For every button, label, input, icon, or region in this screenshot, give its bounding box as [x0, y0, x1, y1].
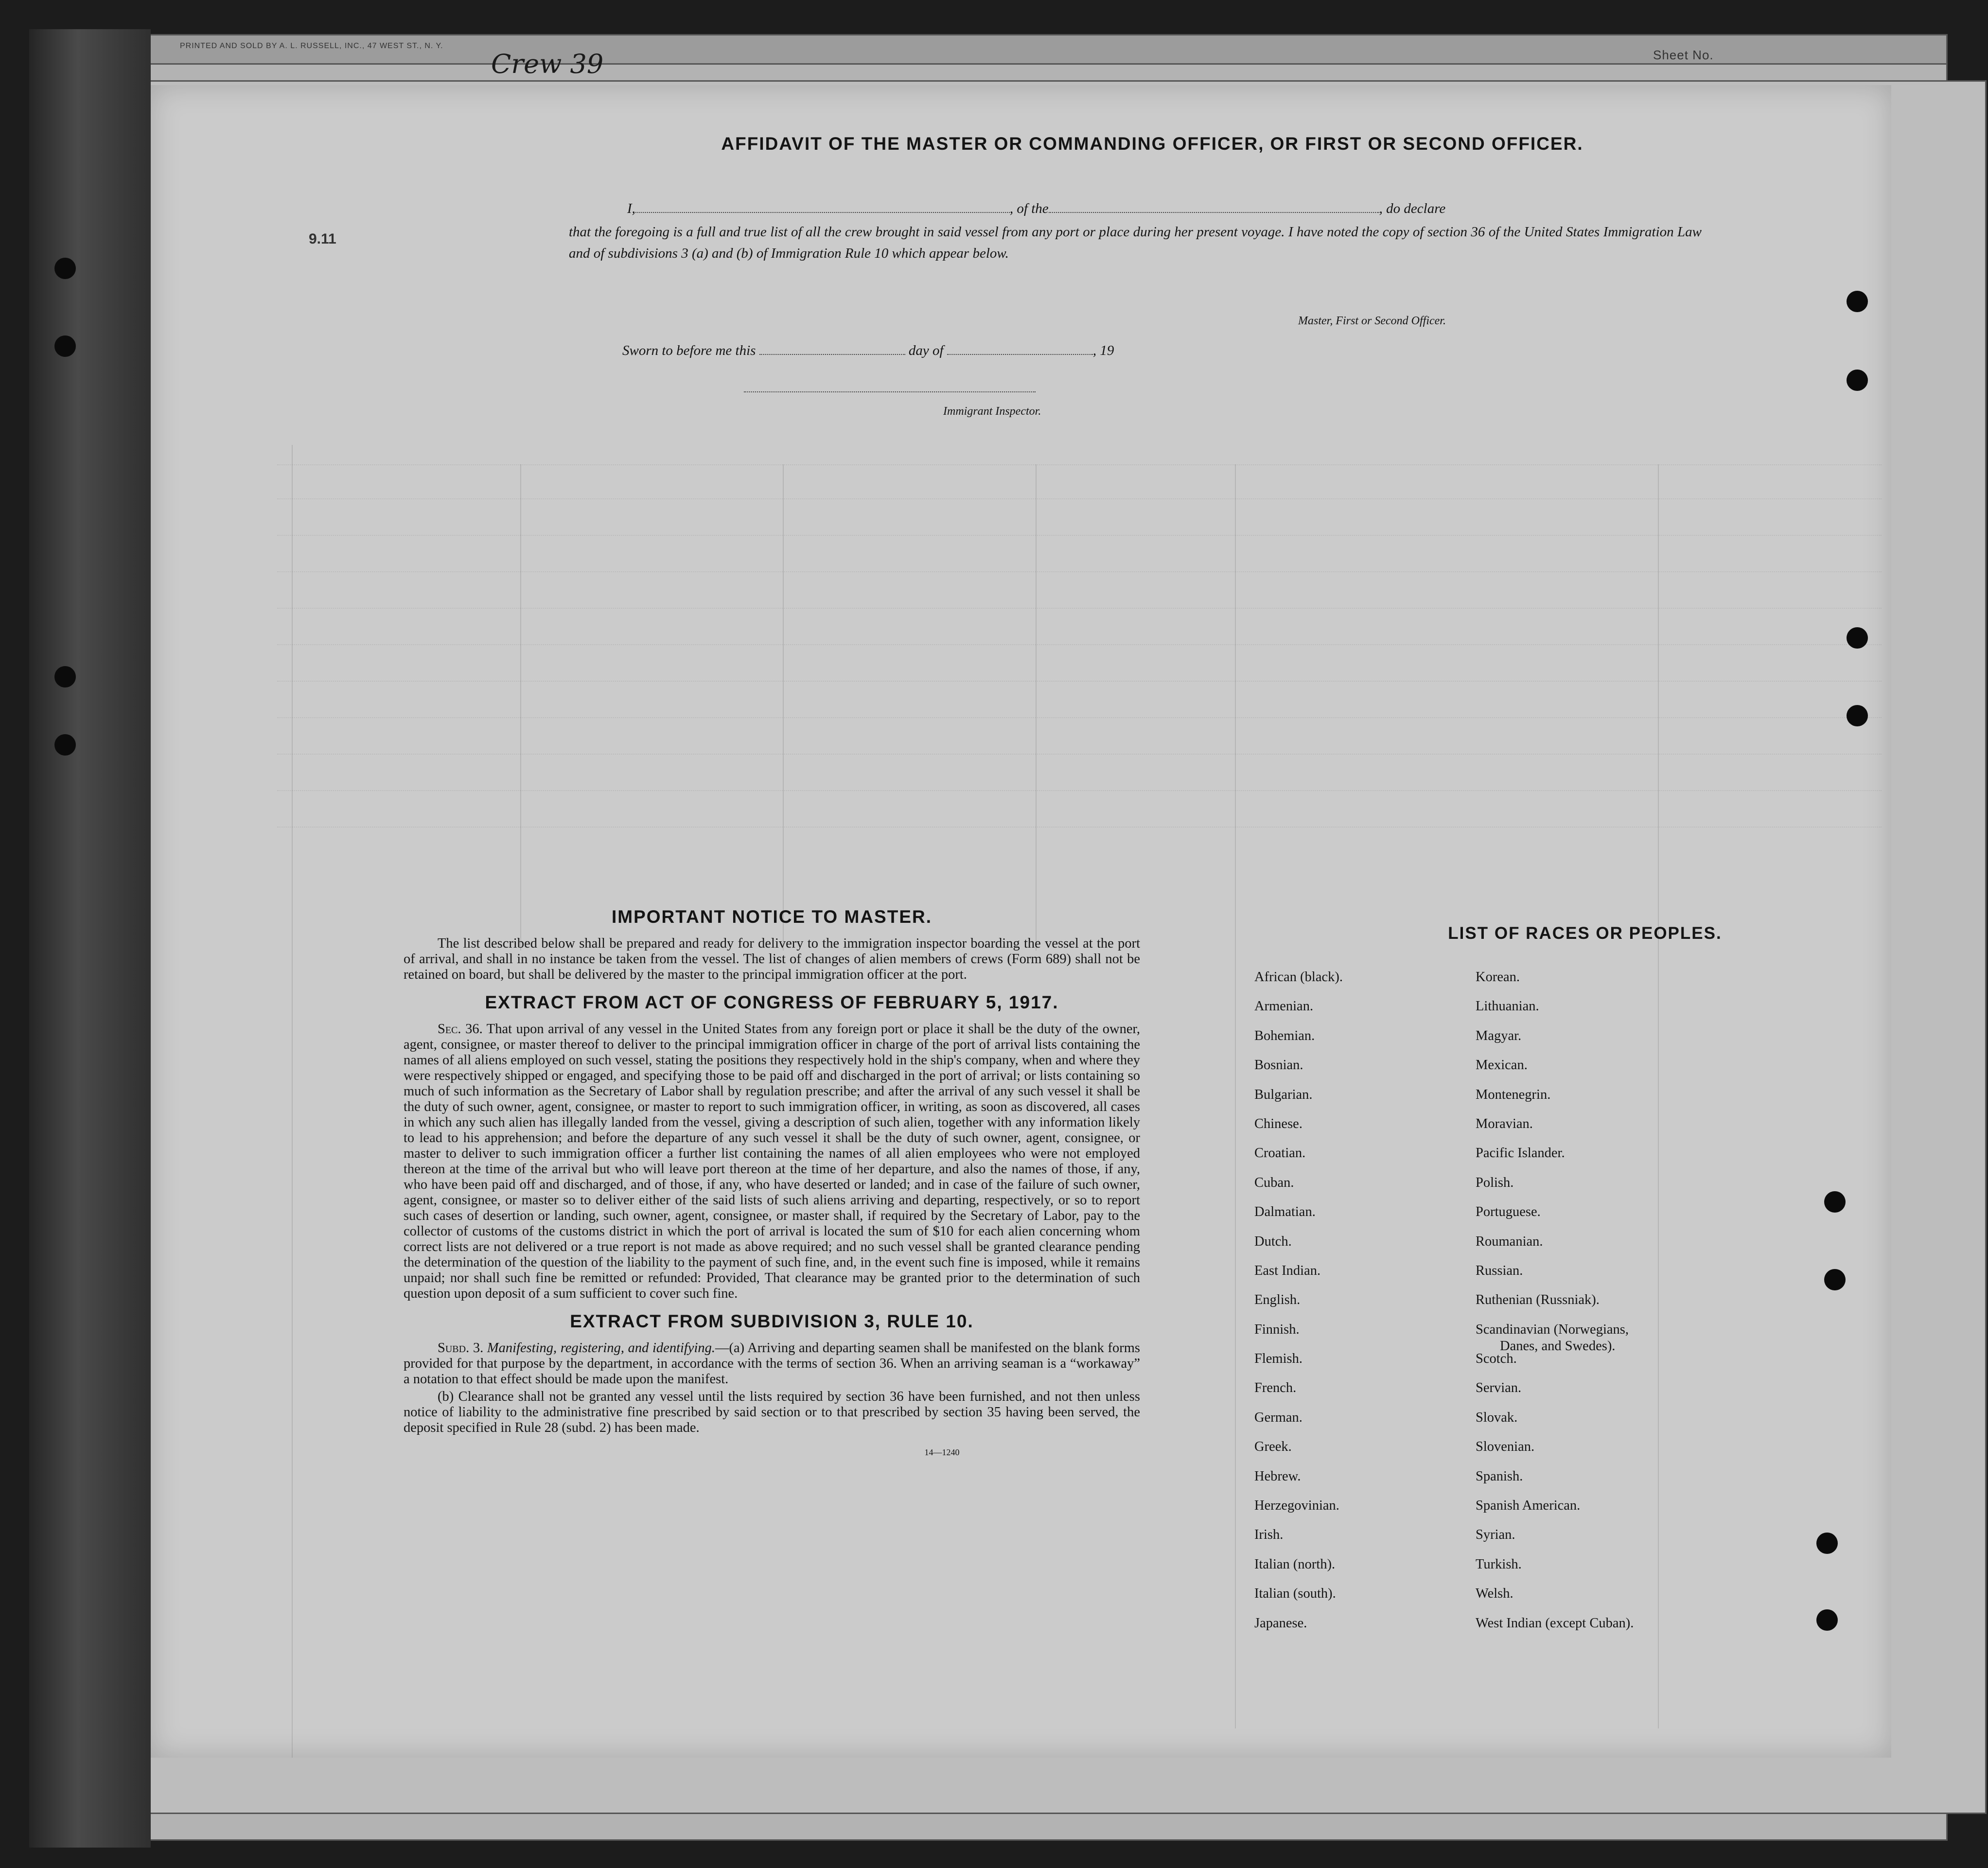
race-item — [1476, 1234, 1634, 1263]
race-item — [1476, 1292, 1634, 1321]
binder-hole — [1816, 1533, 1838, 1554]
race-name: Japanese. — [1254, 1615, 1307, 1631]
ghost-column-line — [520, 464, 521, 951]
race-name: Italian (north). — [1254, 1556, 1336, 1572]
race-name: Bosnian. — [1254, 1057, 1303, 1073]
affidavit-form-page — [151, 85, 1891, 1758]
section-36-text: That upon arrival of any vessel in the United States from any foreign port or place it shall be the duty of the owner, agent, consignee, or master thereof to deliver to the principal immigration officer in charge of the port of arrival lists containing the names of all aliens employed on such vessel, stating the positions they respectively hold in the ship's company, when and where they were respectively shipped or engaged, and specifying those to be paid off and discharged in the port of arrival; or lists containing so much of such information as the Secretary of Labor shall by regulation prescribe; and after the arrival of any such vessel it shall be the duty of such owner, agent, consignee, or master to report to such immigration officer, in writing, as soon as discovered, all cases in which any such alien has illegally landed from the vessel, giving a description of such alien, together with any information likely to lead to his apprehension; and before the departure of any such vessel it shall be the duty of such owner, agent, consignee, or master to deliver to such immigration officer a further list containing the names of all alien employees who were not employed thereon at the time of the arrival but who will leave port thereon at the time of her departure, and also the names of those, if any, who have been paid off and discharged, and of those, if any, who have deserted or landed; and in case of the failure of such owner, agent, consignee, or master so to deliver either of the said lists of such aliens arriving and departing, respectively, or so to report such cases of desertion or landing, such owner, agent, consignee, or master shall, if required by the Secretary of Labor, pay to the collector of customs of the customs district in which the port of arrival is located the sum of $10 for each alien concerning whom correct lists are not delivered or a true report is not made as above required; and no such vessel shall be granted clearance pending the determination of the question of the liability to the payment of such fine, and, in the event such fine is imposed, while it remains unpaid; nor shall such fine be remitted or refunded: Provided, That clearance may be granted prior to the determination of such question upon deposit of a sum sufficient to cover such fine. — [404, 1022, 1140, 1301]
notice-and-extracts-column — [404, 907, 1140, 1458]
affidavit-of-the: , of the — [1009, 201, 1049, 216]
race-name: Korean. — [1476, 969, 1520, 985]
race-item — [1476, 1498, 1634, 1527]
ghost-row-line — [277, 717, 1882, 719]
race-name: Welsh. — [1476, 1586, 1513, 1602]
handwritten-crew-note: Crew 39 — [491, 49, 604, 79]
ghost-row-line — [277, 754, 1882, 755]
race-name: Mexican. — [1476, 1057, 1528, 1073]
race-name: Bohemian. — [1254, 1028, 1315, 1043]
race-name: Moravian. — [1476, 1116, 1533, 1131]
ghost-column-line — [292, 445, 293, 1758]
printer-imprint: PRINTED AND SOLD BY A. L. RUSSELL, INC., 47 WEST ST., N. Y. — [180, 42, 443, 50]
day-of-label: day of — [908, 343, 944, 358]
race-name: Syrian. — [1476, 1527, 1515, 1543]
race-item — [1476, 1380, 1634, 1409]
ghost-row-line — [277, 464, 1882, 466]
binder-hole — [1824, 1269, 1846, 1290]
race-item — [1254, 1615, 1343, 1644]
race-item — [1254, 1322, 1343, 1351]
race-item — [1254, 1263, 1343, 1292]
inspector-signature-line — [744, 391, 1036, 392]
race-name: Lithuanian. — [1476, 999, 1539, 1014]
race-name: Dalmatian. — [1254, 1204, 1316, 1220]
race-name: Scotch. — [1476, 1351, 1517, 1367]
race-item — [1254, 1351, 1343, 1380]
race-item — [1254, 1234, 1343, 1263]
race-item — [1254, 1204, 1343, 1233]
subdivision-heading: EXTRACT FROM SUBDIVISION 3, RULE 10. — [570, 1311, 974, 1331]
race-name: Bulgarian. — [1254, 1087, 1313, 1102]
race-name: Portuguese. — [1476, 1204, 1541, 1220]
race-item — [1476, 1410, 1634, 1439]
race-item — [1476, 1322, 1634, 1354]
binder-hole — [1847, 627, 1868, 649]
race-item — [1254, 1498, 1343, 1527]
race-name: English. — [1254, 1292, 1301, 1308]
binder-hole — [54, 666, 76, 687]
binder-hole — [1847, 291, 1868, 312]
races-right-column — [1476, 969, 1634, 1644]
ghost-column-line — [1036, 464, 1037, 951]
race-name: Irish. — [1254, 1527, 1284, 1543]
race-name: Hebrew. — [1254, 1468, 1301, 1484]
ghost-row-line — [277, 827, 1882, 828]
binding-strip — [29, 29, 151, 1848]
race-name: Russian. — [1476, 1263, 1523, 1278]
race-item — [1476, 1351, 1634, 1380]
affidavit-title: AFFIDAVIT OF THE MASTER OR COMMANDING OFFICER, OR FIRST OR SECOND OFFICER. — [721, 134, 1583, 154]
race-item — [1254, 1380, 1343, 1409]
race-item — [1476, 1468, 1634, 1498]
race-name: Roumanian. — [1476, 1234, 1543, 1249]
binder-hole — [1816, 1609, 1838, 1631]
race-item — [1254, 1175, 1343, 1204]
race-name: Scandinavian (Norwegians, — [1476, 1322, 1629, 1337]
race-item — [1476, 1263, 1634, 1292]
race-item — [1254, 1292, 1343, 1321]
races-title: LIST OF RACES OR PEOPLES. — [1448, 924, 1722, 943]
binder-hole — [1824, 1191, 1846, 1213]
act-heading: EXTRACT FROM ACT OF CONGRESS OF FEBRUARY 5, 1917. — [485, 992, 1059, 1012]
subdivision-b-text: (b) Clearance shall not be granted any vessel until the lists required by section 36 have been furnished, and not then unless notice of liability to the administrative fine prescribed by said section or to that prescribed by section 35 having been served, the deposit specified in Rule 28 (subd. 2) has been made. — [404, 1389, 1140, 1435]
race-name: French. — [1254, 1380, 1297, 1396]
race-name: Montenegrin. — [1476, 1087, 1551, 1102]
race-name: Slovak. — [1476, 1410, 1518, 1425]
race-item — [1254, 1586, 1343, 1615]
race-item — [1254, 1116, 1343, 1145]
binder-hole — [54, 734, 76, 756]
race-name: Spanish American. — [1476, 1498, 1581, 1514]
race-name: Turkish. — [1476, 1556, 1522, 1572]
margin-mark: 9.11 — [309, 231, 336, 247]
race-name: German. — [1254, 1410, 1302, 1425]
race-item — [1254, 1410, 1343, 1439]
race-name: Italian (south). — [1254, 1586, 1336, 1602]
ghost-column-line — [1235, 464, 1236, 1728]
race-name: Chinese. — [1254, 1116, 1302, 1131]
race-item — [1254, 1145, 1343, 1174]
race-name: Greek. — [1254, 1439, 1292, 1455]
ghost-row-line — [277, 790, 1882, 792]
race-item — [1254, 1439, 1343, 1468]
officer-name-blank — [635, 212, 1010, 213]
race-item — [1254, 998, 1343, 1027]
race-name: Herzegovinian. — [1254, 1498, 1339, 1514]
race-item — [1476, 1145, 1634, 1174]
race-item — [1254, 1028, 1343, 1057]
race-item — [1254, 1057, 1343, 1086]
year-label: , 19 — [1092, 343, 1114, 358]
race-name: West Indian (except Cuban). — [1476, 1615, 1634, 1631]
subdivision-italic-lead: Manifesting, registering, and identifying. — [487, 1340, 716, 1356]
affidavit-body-text: that the foregoing is a full and true list of all the crew brought in said vessel from any port or place during her present voyage. I have noted the copy of section 36 of the United States Immigration Law and of subdivisions 3 (a) and (b) of Immigration Rule 10 which appear below. — [569, 224, 1702, 261]
race-name: Dutch. — [1254, 1234, 1292, 1249]
race-name: Croatian. — [1254, 1145, 1306, 1161]
race-name-continuation: Danes, and Swedes). — [1500, 1338, 1616, 1354]
race-item — [1476, 1057, 1634, 1086]
section-label: Sec. 36. — [438, 1022, 483, 1037]
race-name: Magyar. — [1476, 1028, 1522, 1043]
affidavit-i: I, — [627, 201, 635, 216]
notice-text: The list described below shall be prepared and ready for delivery to the immigration inspector boarding the vessel at the port of arrival, and shall in no instance be taken from the vessel. The list of changes of alien members of crews (Form 689) shall not be retained on board, but shall be delivered by the master to the principal immigration officer at the port. — [404, 936, 1140, 982]
inspector-label: Immigrant Inspector. — [943, 405, 1041, 418]
sworn-day-blank — [759, 354, 905, 355]
form-number: 14—1240 — [924, 1447, 960, 1457]
vessel-name-blank — [1049, 212, 1379, 213]
section-36-paragraph — [404, 1022, 1140, 1302]
race-item — [1476, 1556, 1634, 1586]
race-item — [1476, 1175, 1634, 1204]
race-item — [1476, 1586, 1634, 1615]
binder-hole — [54, 335, 76, 357]
sheet-label: Sheet No. — [1653, 48, 1714, 62]
binder-hole — [1847, 705, 1868, 726]
race-item — [1254, 1087, 1343, 1116]
race-name: East Indian. — [1254, 1263, 1321, 1278]
race-item — [1476, 998, 1634, 1027]
race-name: Slovenian. — [1476, 1439, 1535, 1455]
race-item — [1476, 1615, 1634, 1644]
race-name: Polish. — [1476, 1175, 1514, 1190]
notice-heading: IMPORTANT NOTICE TO MASTER. — [611, 907, 932, 927]
subdivision-label: Subd. 3. — [438, 1340, 484, 1356]
race-name: Ruthenian (Russniak). — [1476, 1292, 1600, 1308]
ghost-column-line — [1658, 464, 1659, 1728]
sworn-label: Sworn to before me this — [622, 343, 756, 358]
binder-hole — [1847, 370, 1868, 391]
race-name: Cuban. — [1254, 1175, 1294, 1190]
ghost-row-line — [277, 571, 1882, 573]
ghost-column-line — [783, 464, 784, 951]
ghost-row-line — [277, 644, 1882, 646]
race-item — [1476, 1028, 1634, 1057]
race-item — [1476, 969, 1634, 998]
race-item — [1476, 1527, 1634, 1556]
sworn-line — [622, 343, 1114, 359]
binder-hole — [54, 258, 76, 279]
races-left-column — [1254, 969, 1343, 1644]
ghost-row-line — [277, 681, 1882, 682]
race-item — [1476, 1087, 1634, 1116]
race-item — [1476, 1116, 1634, 1145]
race-item — [1254, 1468, 1343, 1498]
ghost-row-line — [277, 608, 1882, 609]
sworn-month-blank — [947, 354, 1093, 355]
race-item — [1476, 1204, 1634, 1233]
affidavit-declaration-line — [627, 201, 1445, 217]
affidavit-do-declare: , do declare — [1379, 201, 1446, 216]
race-item — [1254, 1527, 1343, 1556]
master-signature-label: Master, First or Second Officer. — [1298, 315, 1446, 327]
subdivision-a-text: —(a) Arriving and departing seamen shall be manifested on the blank forms provided for that purpose by the department, in accordance with the terms of section 36. When an arriving seaman is a “workaway” a notation to that effect should be made upon the manifest. — [404, 1340, 1140, 1387]
race-item — [1254, 969, 1343, 998]
race-name: African (black). — [1254, 969, 1343, 985]
race-name: Armenian. — [1254, 999, 1314, 1014]
race-name: Finnish. — [1254, 1322, 1300, 1337]
race-name: Servian. — [1476, 1380, 1522, 1396]
race-name: Spanish. — [1476, 1468, 1523, 1484]
race-name: Pacific Islander. — [1476, 1145, 1565, 1161]
subdivision-a-paragraph — [404, 1340, 1140, 1387]
race-item — [1476, 1439, 1634, 1468]
race-item — [1254, 1556, 1343, 1586]
race-name: Flemish. — [1254, 1351, 1302, 1367]
ghost-row-line — [277, 535, 1882, 536]
ghost-row-line — [277, 498, 1882, 500]
